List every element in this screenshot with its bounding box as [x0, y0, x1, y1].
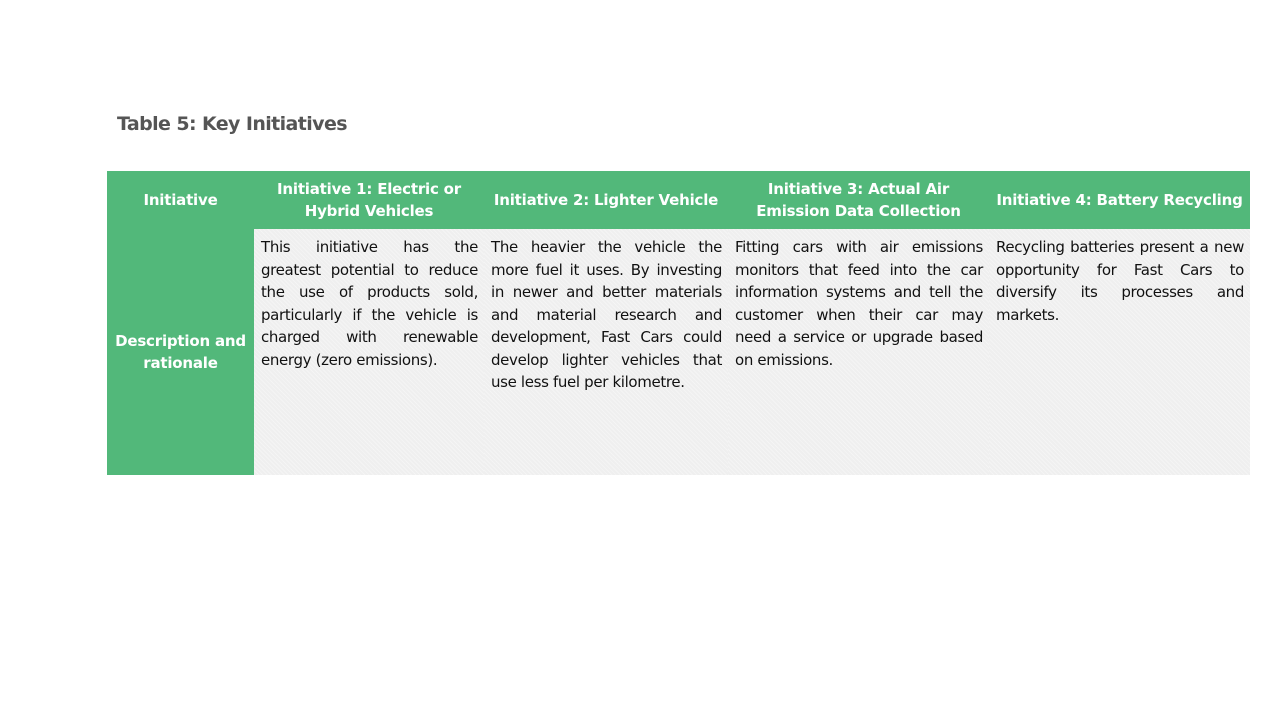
header-initiative-1: Initiative 1: Electric or Hybrid Vehicles [254, 171, 484, 229]
header-initiative-4: Initiative 4: Battery Recycling [989, 171, 1250, 229]
header-initiative-3: Initiative 3: Actual Air Emission Data Collection [728, 171, 989, 229]
page-title: Table 5: Key Initiatives [117, 113, 347, 135]
row-label-description: Description and rationale [107, 229, 254, 475]
description-initiative-3: Fitting cars with air emissions monitors that feed into the car information systems and tell the customer when their car may need a service or upgrade based on emissions. [728, 229, 989, 475]
description-initiative-2: The heavier the vehicle the more fuel it uses. By investing in newer and better materials and material research and development, Fast Cars could develop lighter vehicles that use less fuel per kilometre. [484, 229, 728, 475]
header-initiative-2: Initiative 2: Lighter Vehicle [484, 171, 728, 229]
header-initiative: Initiative [107, 171, 254, 229]
description-initiative-1: This initiative has the greatest potential to reduce the use of products sold, particularly if the vehicle is charged with renewable energy (zero emissions). [254, 229, 484, 475]
table-header-row [107, 171, 1250, 229]
table-row [107, 229, 1250, 475]
key-initiatives-table [107, 171, 1250, 475]
description-initiative-4: Recycling batteries present a new opportunity for Fast Cars to diversify its processes and markets. [989, 229, 1250, 475]
